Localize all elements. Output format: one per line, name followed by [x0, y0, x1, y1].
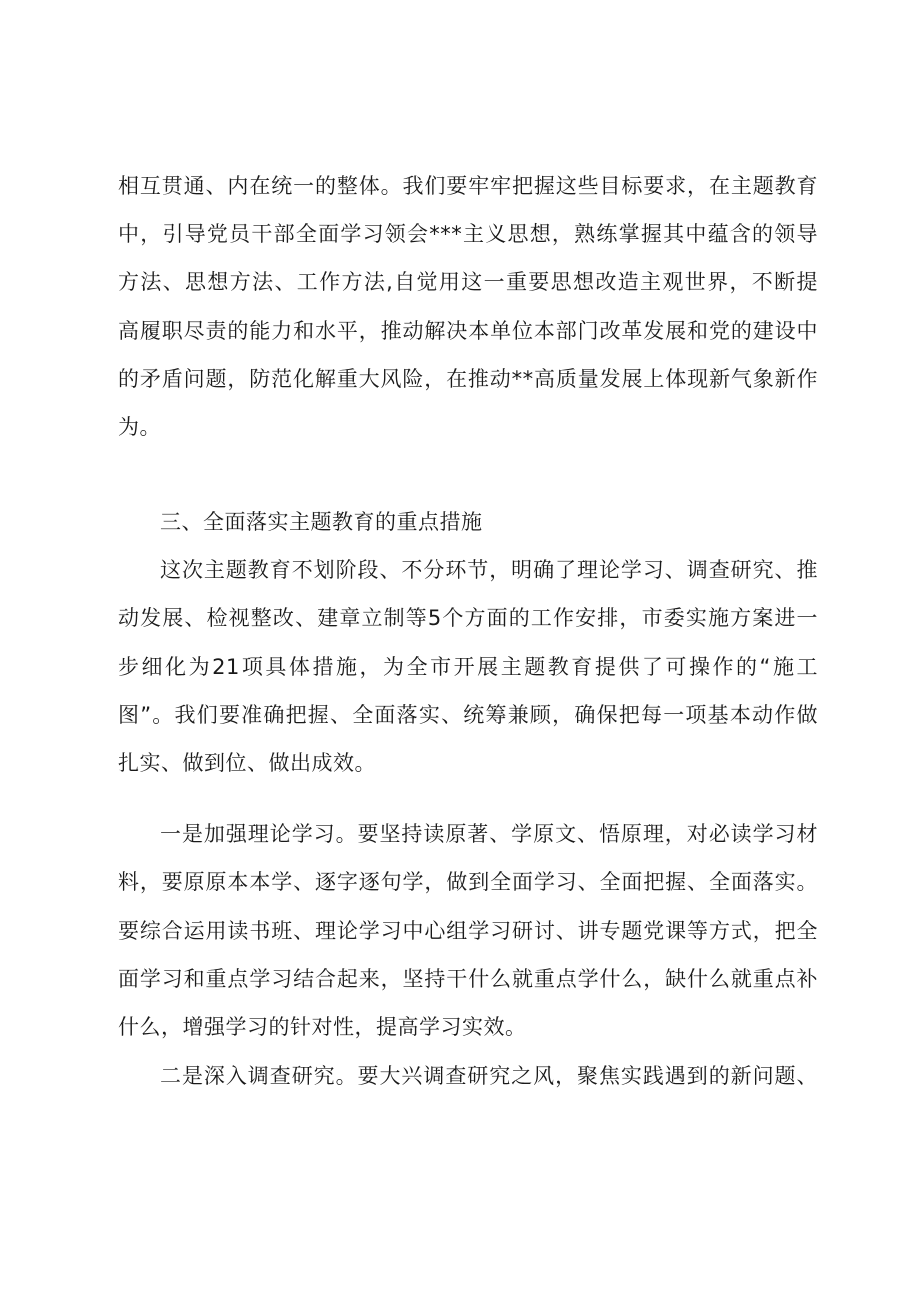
- paragraph-2-line-2: 动发展、检视整改、建章立制等5个方面的工作安排，市委实施方案进一: [118, 606, 818, 630]
- section-heading: 三、全面落实主题教育的重点措施: [160, 510, 483, 534]
- paragraph-2-line-1: 这次主题教育不划阶段、不分环节，明确了理论学习、调查研究、推: [160, 558, 818, 582]
- paragraph-2-line-5: 扎实、做到位、做出成效。: [118, 751, 376, 775]
- paragraph-1-line-6: 为。: [118, 415, 161, 439]
- paragraph-3-line-2: 料，要原原本本学、逐字逐句学，做到全面学习、全面把握、全面落实。: [118, 870, 818, 894]
- paragraph-1-line-5: 的矛盾问题，防范化解重大风险，在推动**高质量发展上体现新气象新作: [118, 367, 818, 391]
- paragraph-2-line-3: 步细化为21项具体措施，为全市开展主题教育提供了可操作的“施工: [118, 655, 818, 679]
- paragraph-4-line-1: 二是深入调查研究。要大兴调查研究之风，聚焦实践遇到的新问题、: [160, 1064, 818, 1088]
- paragraph-3-line-5: 什么，增强学习的针对性，提高学习实效。: [118, 1015, 527, 1039]
- paragraph-3-line-4: 面学习和重点学习结合起来，坚持干什么就重点学什么，缺什么就重点补: [118, 967, 818, 991]
- paragraph-1-line-2: 中，引导党员干部全面学习领会***主义思想，熟练掌握其中蕴含的领导: [118, 222, 818, 246]
- paragraph-1-line-1: 相互贯通、内在统一的整体。我们要牢牢把握这些目标要求，在主题教育: [118, 174, 818, 198]
- paragraph-1-line-4: 高履职尽责的能力和水平，推动解决本单位本部门改革发展和党的建设中: [118, 319, 818, 343]
- paragraph-2-line-4: 图”。我们要准确把握、全面落实、统筹兼顾，确保把每一项基本动作做: [118, 703, 818, 727]
- paragraph-3-line-3: 要综合运用读书班、理论学习中心组学习研讨、讲专题党课等方式，把全: [118, 919, 818, 943]
- paragraph-1-line-3: 方法、思想方法、工作方法,自觉用这一重要思想改造主观世界，不断提: [118, 270, 818, 294]
- paragraph-3-line-1: 一是加强理论学习。要坚持读原著、学原文、悟原理，对必读学习材: [160, 822, 818, 846]
